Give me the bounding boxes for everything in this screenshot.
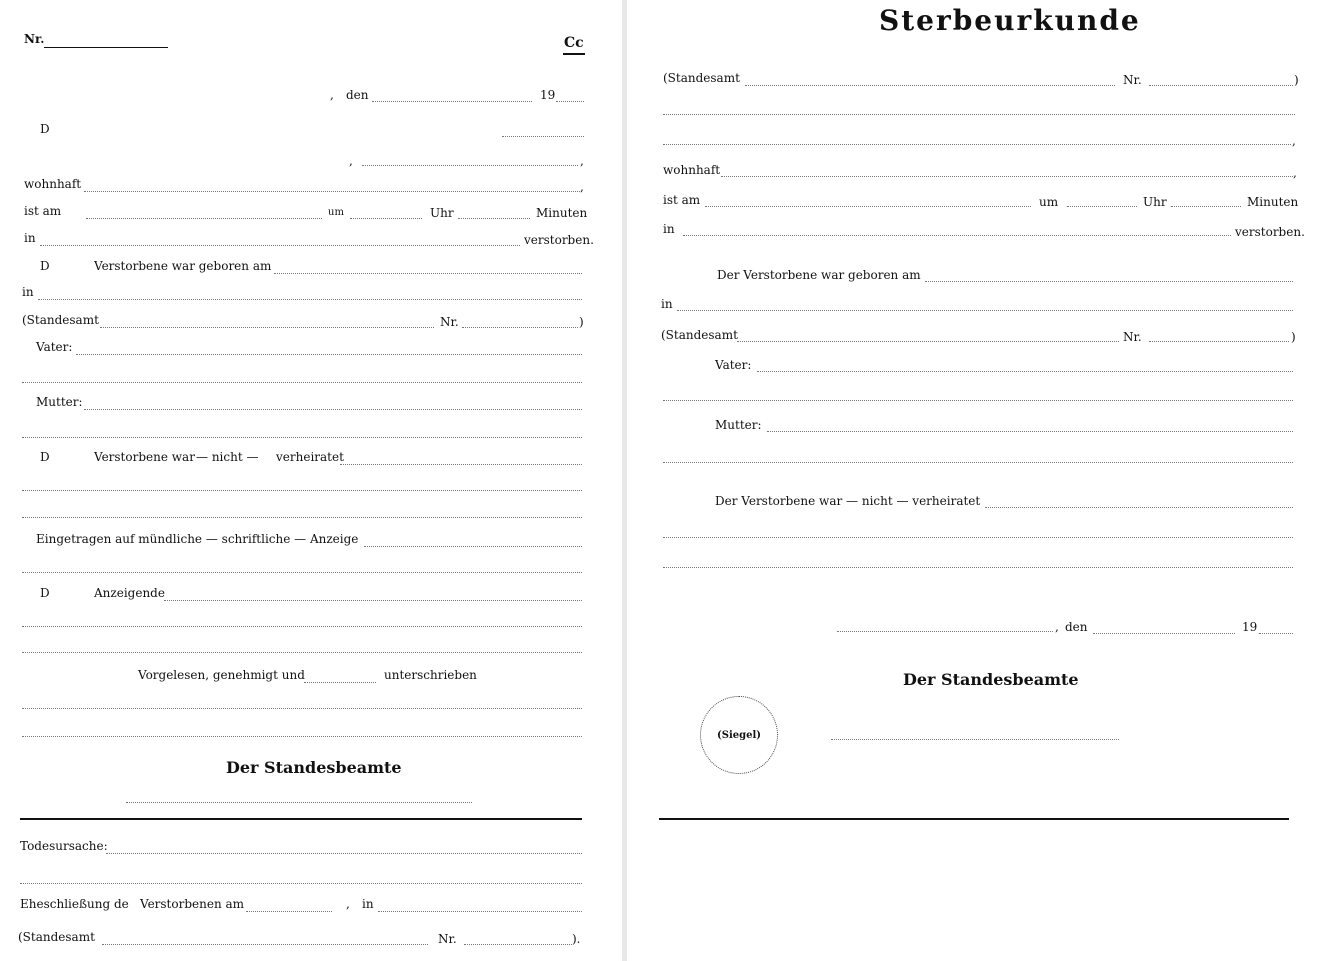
right-spouse-field-2[interactable] [663,537,1293,538]
year-field[interactable] [556,101,584,102]
nicht-label: — nicht — [196,450,259,464]
right-bottom-divider [659,818,1289,820]
seal-circle [700,696,778,774]
right-mother-field-2[interactable] [663,462,1293,463]
death-place-field[interactable] [40,245,520,246]
birth-place-field[interactable] [38,299,582,300]
date-field[interactable] [372,101,532,102]
right-married-label: Der Verstorbene war — nicht — verheiratet [715,494,981,508]
section-divider [20,818,582,820]
right-um-label: um [1039,195,1059,209]
certificate-title: Sterbeurkunde [879,4,1141,37]
right-standesbeamte-heading: Der Standesbeamte [903,670,1079,689]
right-wohnhaft-label: wohnhaft [663,163,721,177]
right-birth-date-field[interactable] [925,281,1293,282]
marriage-comma: , [346,897,350,911]
right-name-field-2[interactable] [663,144,1291,145]
standesamt-paren: ) [579,315,584,329]
right-birth-registry-field[interactable] [737,341,1119,342]
unterschrieben-label: unterschrieben [384,668,477,682]
right-registrar-signature-field[interactable] [831,739,1119,740]
register-nr-label: Nr. [24,32,45,46]
right-birth-nr-label: Nr. [1123,330,1142,344]
right-minuten-label: Minuten [1247,195,1299,209]
right-birth-standesamt-label: (Standesamt [661,328,738,342]
cause-of-death-field-2[interactable] [20,883,582,884]
right-den-label: den [1065,620,1088,634]
right-registry-field[interactable] [745,85,1115,86]
bottom-closing: ). [572,932,581,946]
right-uhr-label: Uhr [1143,195,1167,209]
verstorbenen-am-label: Verstorbenen am [140,897,245,911]
cause-of-death-field-1[interactable] [106,853,582,854]
in-label: in [24,231,36,245]
right-certificate-page [627,0,1335,961]
right-nr-label: Nr. [1123,73,1142,87]
right-born-label: Der Verstorbene war geboren am [717,268,921,282]
right-issue-comma: , [1055,620,1059,634]
wohnhaft-field[interactable] [84,191,580,192]
death-date-field[interactable] [86,218,322,219]
right-name-comma: , [1292,134,1296,148]
born-label: Verstorbene war geboren am [94,259,272,273]
right-birth-paren: ) [1291,330,1296,344]
right-issue-place-field[interactable] [837,631,1053,632]
vorgelesen-label: Vorgelesen, genehmigt und [138,668,305,682]
report-type-field[interactable] [364,546,582,547]
um-label: um [328,207,344,218]
marriage-place-field[interactable] [378,911,582,912]
right-birth-in-label: in [661,297,673,311]
standesamt-nr-label: Nr. [440,315,459,329]
right-spouse-field-3[interactable] [663,567,1293,568]
mother-field-2[interactable] [22,437,582,438]
right-issue-date-field[interactable] [1093,633,1235,634]
right-ist-am-label: ist am [663,193,701,207]
right-death-date-field[interactable] [705,206,1031,207]
right-spouse-field-1[interactable] [985,507,1293,508]
right-birth-registry-nr-field[interactable] [1149,341,1289,342]
right-wohnhaft-field[interactable] [721,176,1293,177]
left-registrar-signature-field[interactable] [126,802,472,803]
verheiratet-label: verheiratet [276,450,344,464]
comma-separator: , [349,154,353,168]
d-letter-married: D [40,450,50,464]
left-register-page [0,0,622,961]
right-father-field-1[interactable] [757,371,1293,372]
marriage-in-label: in [362,897,374,911]
marriage-date-field[interactable] [246,911,332,912]
d-letter: D [40,122,50,136]
minuten-label: Minuten [536,206,588,220]
right-father-field-2[interactable] [663,400,1293,401]
married-label: Verstorbene war [94,450,195,464]
register-code-underline [563,53,585,55]
vater-label: Vater: [36,340,73,354]
informant-field-2[interactable] [22,626,582,627]
right-vater-label: Vater: [715,358,752,372]
place-comma: , [330,88,334,102]
right-death-place-field[interactable] [683,235,1231,236]
marriage-registry-field[interactable] [102,944,428,945]
right-mother-field-1[interactable] [767,431,1293,432]
right-name-field-1[interactable] [663,114,1295,115]
wohnhaft-comma: , [580,180,584,194]
verstorben-label: verstorben. [524,233,594,247]
birth-registry-nr-field[interactable] [462,327,578,328]
todesursache-label: Todesursache: [20,839,108,853]
vorgelesen-field[interactable] [304,682,376,683]
mother-field-1[interactable] [84,409,582,410]
spouse-field-3[interactable] [22,517,582,518]
right-wohnhaft-comma: , [1293,166,1297,180]
birth-registry-field[interactable] [100,327,434,328]
bottom-nr-label: Nr. [438,932,457,946]
d-letter-born: D [40,259,50,273]
informant-field-1[interactable] [164,600,582,601]
signature-field-2[interactable] [22,736,582,737]
deceased-name-field[interactable] [502,136,584,137]
comma-end: , [580,154,584,168]
report-field-2[interactable] [22,572,582,573]
eheschliessung-label: Eheschließung de [20,897,129,911]
right-registry-nr-field[interactable] [1149,85,1293,86]
standesamt-label: (Standesamt [22,313,99,327]
den-label: den [346,88,369,102]
right-in-label: in [663,222,675,236]
spouse-field-1[interactable] [340,464,582,465]
birth-date-field[interactable] [274,273,582,274]
right-birth-place-field[interactable] [677,310,1293,311]
eingetragen-label: Eingetragen auf mündliche — schriftliche — Anzeige [36,532,359,546]
register-nr-field[interactable] [44,47,168,48]
wohnhaft-label: wohnhaft [24,177,82,191]
deceased-occupation-field[interactable] [362,165,578,166]
uhr-label: Uhr [430,206,454,220]
father-field-1[interactable] [76,354,582,355]
right-verstorben-label: verstorben. [1235,225,1305,239]
anzeigende-label: Anzeigende [94,586,165,600]
seal-label: (Siegel) [717,729,761,741]
right-death-hour-field[interactable] [1067,206,1137,207]
bottom-standesamt-label: (Standesamt [18,930,95,944]
death-minute-field[interactable] [458,218,530,219]
right-year-field[interactable] [1259,633,1293,634]
register-code: Cc [564,35,584,51]
right-standesamt-label: (Standesamt [663,71,740,85]
left-standesbeamte-heading: Der Standesbeamte [226,758,402,777]
ist-am-label: ist am [24,204,62,218]
year-prefix: 19 [540,88,556,102]
marriage-registry-nr-field[interactable] [464,944,572,945]
spouse-field-2[interactable] [22,490,582,491]
d-letter-informant: D [40,586,50,600]
right-year-prefix: 19 [1242,620,1258,634]
signature-field-1[interactable] [22,708,582,709]
right-death-minute-field[interactable] [1171,206,1241,207]
informant-field-3[interactable] [22,652,582,653]
father-field-2[interactable] [22,382,582,383]
right-standesamt-paren: ) [1294,73,1299,87]
right-mutter-label: Mutter: [715,418,762,432]
mutter-label: Mutter: [36,395,83,409]
birth-in-label: in [22,285,34,299]
death-hour-field[interactable] [350,218,422,219]
